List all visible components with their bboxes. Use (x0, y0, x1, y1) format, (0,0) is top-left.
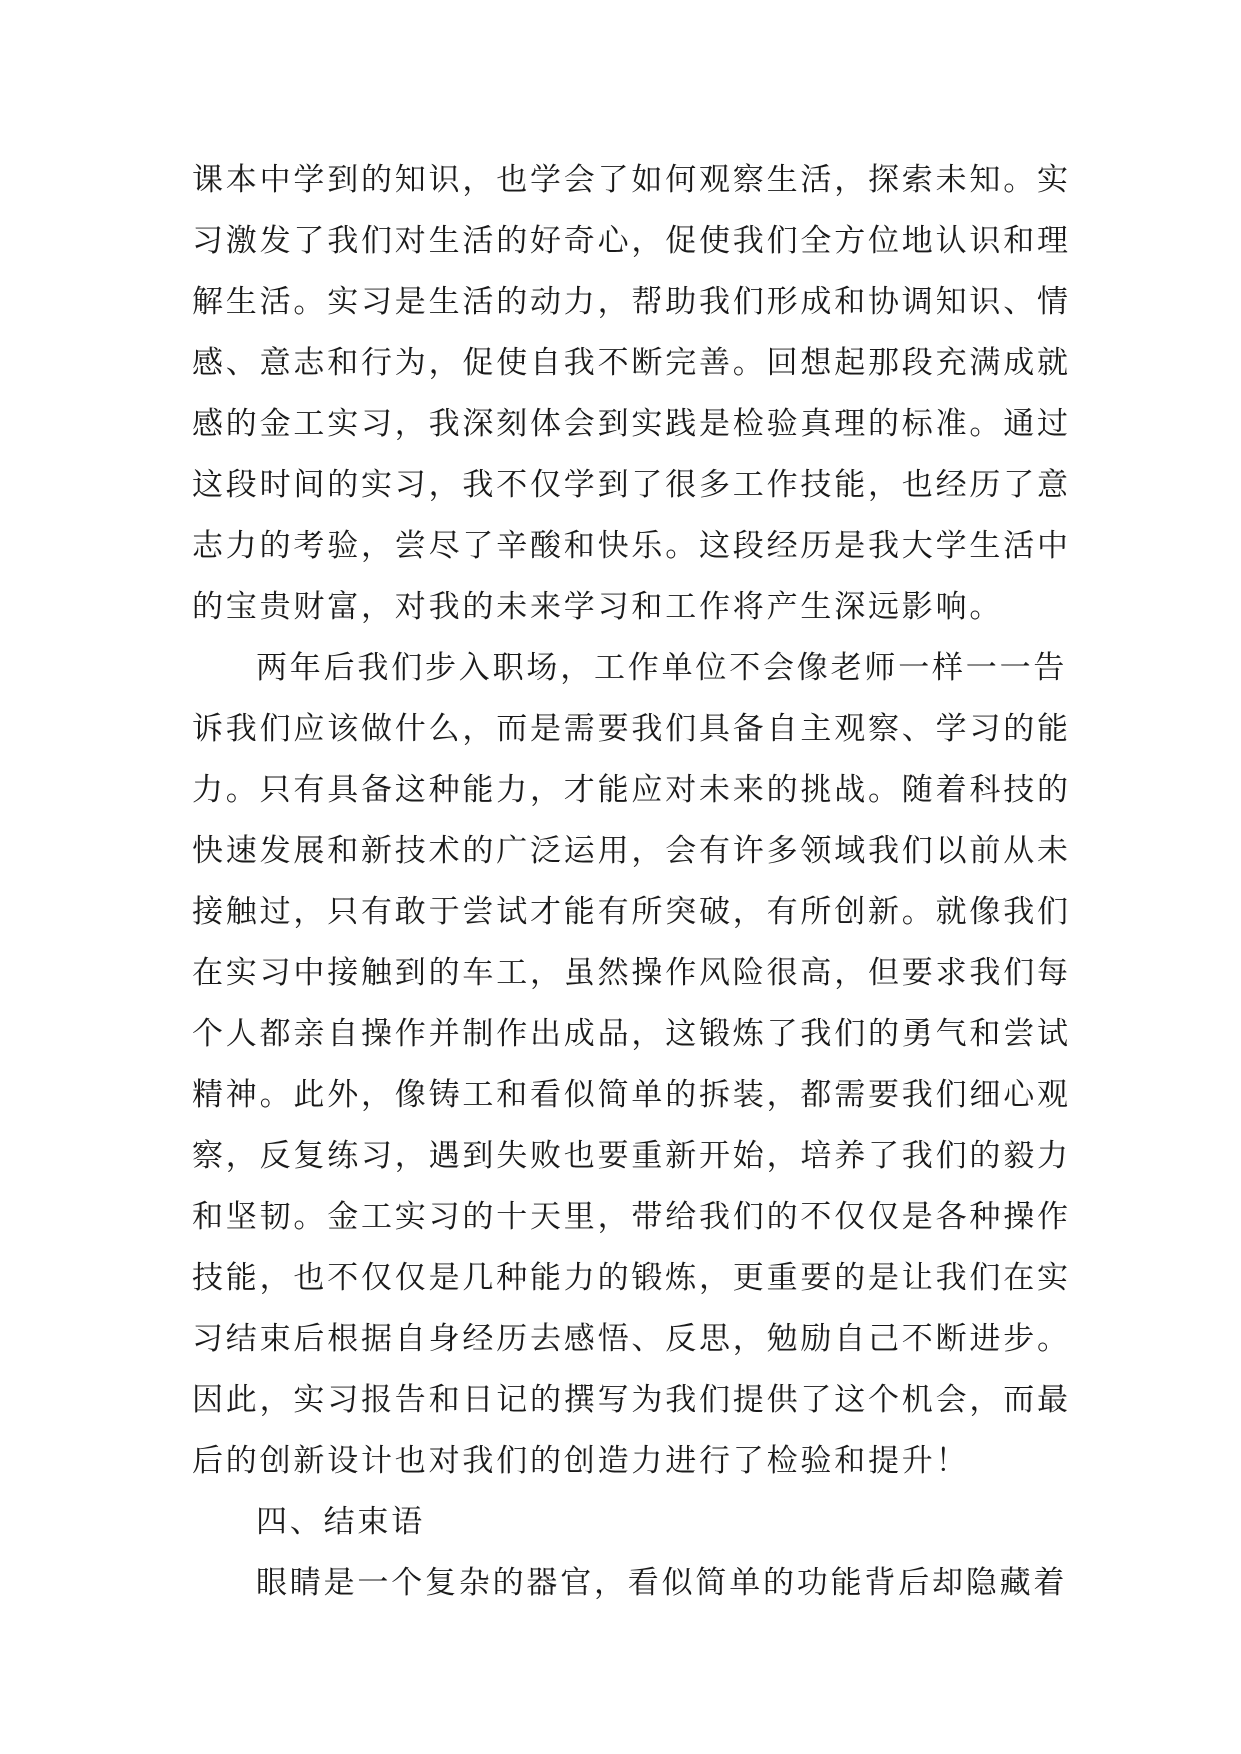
section-heading: 四、结束语 (256, 1504, 425, 1540)
text-line: 和坚韧。金工实习的十天里，带给我们的不仅仅是各种操作 (192, 1199, 1071, 1235)
text-line: 力。只有具备这种能力，才能应对未来的挑战。随着科技的 (192, 772, 1071, 808)
text-line: 因此，实习报告和日记的撰写为我们提供了这个机会，而最 (192, 1382, 1071, 1418)
text-line: 习激发了我们对生活的好奇心，促使我们全方位地认识和理 (192, 223, 1071, 259)
paragraph-end-line: 的宝贵财富，对我的未来学习和工作将产生深远影响。 (192, 589, 1004, 625)
text-line: 这段时间的实习，我不仅学到了很多工作技能，也经历了意 (192, 467, 1071, 503)
text-line: 感、意志和行为，促使自我不断完善。回想起那段充满成就 (192, 345, 1071, 381)
text-line: 志力的考验，尝尽了辛酸和快乐。这段经历是我大学生活中 (192, 528, 1071, 564)
paragraph-start-line: 两年后我们步入职场，工作单位不会像老师一样一一告 (256, 650, 1068, 686)
text-line: 技能，也不仅仅是几种能力的锻炼，更重要的是让我们在实 (192, 1260, 1071, 1296)
text-line: 习结束后根据自身经历去感悟、反思，勉励自己不断进步。 (192, 1321, 1071, 1357)
paragraph-start-line: 眼睛是一个复杂的器官，看似简单的功能背后却隐藏着 (256, 1565, 1068, 1601)
text-line: 解生活。实习是生活的动力，帮助我们形成和协调知识、情 (192, 284, 1071, 320)
body-text (192, 150, 1071, 1614)
text-line: 察，反复练习，遇到失败也要重新开始，培养了我们的毅力 (192, 1138, 1071, 1174)
text-line: 个人都亲自操作并制作出成品，这锻炼了我们的勇气和尝试 (192, 1016, 1071, 1052)
text-line: 在实习中接触到的车工，虽然操作风险很高，但要求我们每 (192, 955, 1071, 991)
text-line: 快速发展和新技术的广泛运用，会有许多领域我们以前从未 (192, 833, 1071, 869)
text-line: 精神。此外，像铸工和看似简单的拆装，都需要我们细心观 (192, 1077, 1071, 1113)
paragraph-end-line: 后的创新设计也对我们的创造力进行了检验和提升！ (192, 1443, 970, 1479)
text-line: 课本中学到的知识，也学会了如何观察生活，探索未知。实 (192, 162, 1071, 198)
text-line: 诉我们应该做什么，而是需要我们具备自主观察、学习的能 (192, 711, 1071, 747)
text-line: 接触过，只有敢于尝试才能有所突破，有所创新。就像我们 (192, 894, 1071, 930)
text-line: 感的金工实习，我深刻体会到实践是检验真理的标准。通过 (192, 406, 1071, 442)
